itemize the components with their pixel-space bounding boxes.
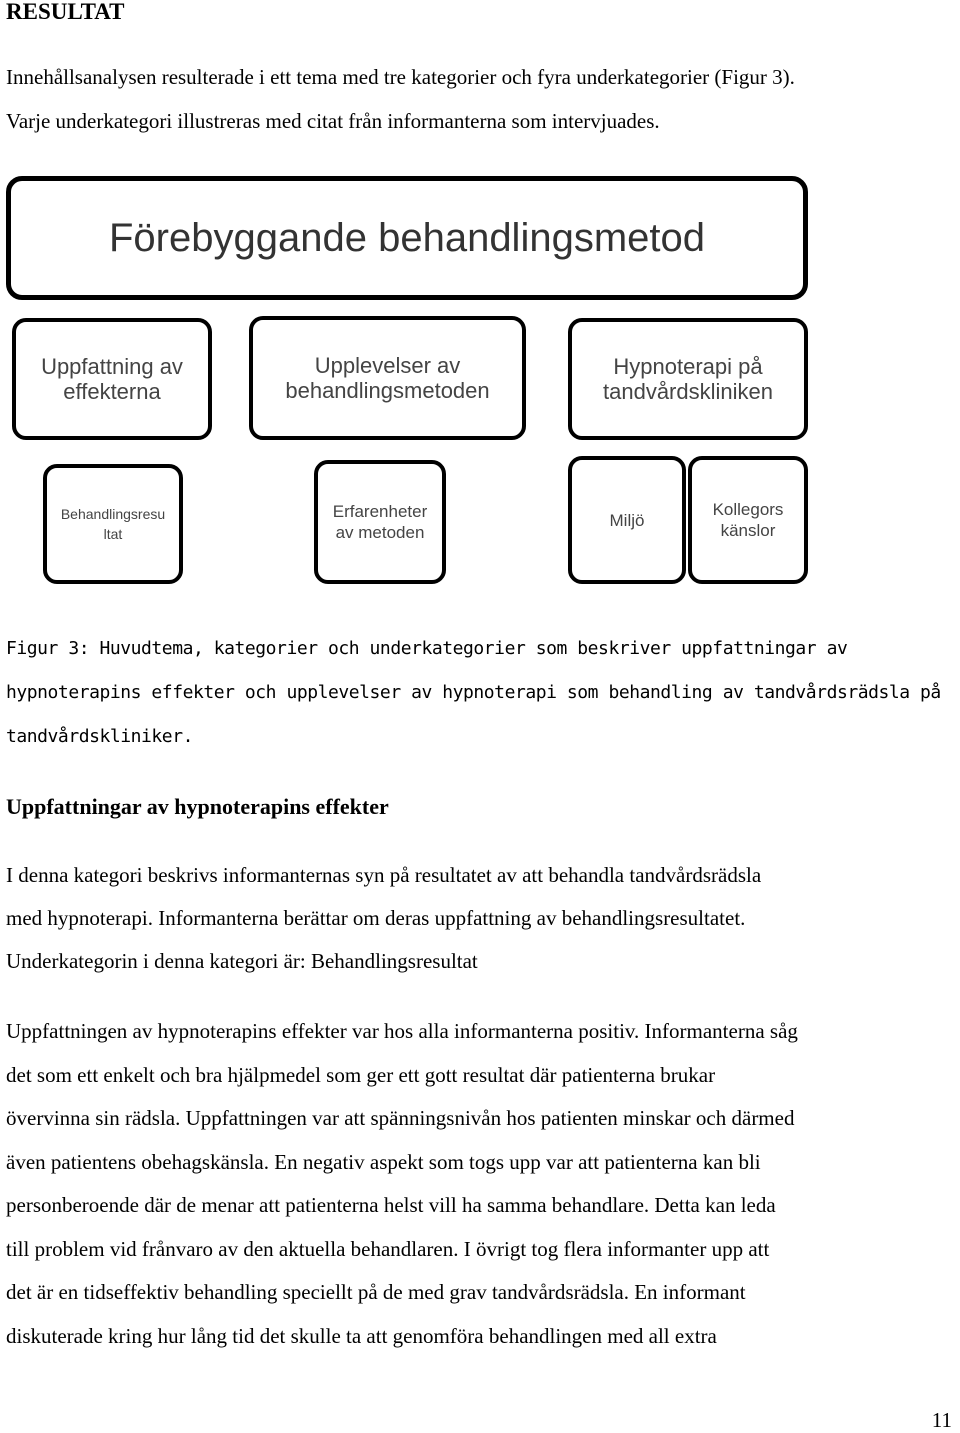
paragraph-category-description xyxy=(6,864,960,978)
text-line: Varje underkategori illustreras med citat från informanterna som intervjuades. xyxy=(6,109,660,133)
text-line: I denna kategori beskrivs informanternas syn på resultatet av att behandla tandvårdsrädsla xyxy=(6,863,762,887)
subsection-heading: Uppfattningar av hypnoterapins effekter xyxy=(6,794,389,819)
text-line: det är en tidseffektiv behandling speciellt på de med grav tandvårdsrädsla. En informant xyxy=(6,1280,746,1304)
text-line: Innehållsanalysen resulterade i ett tema med tre kategorier och fyra underkategorier (Figur 3). xyxy=(6,65,795,89)
caption-line: Figur 3: Huvudtema, kategorier och underkategorier som beskriver uppfattningar av xyxy=(6,638,848,659)
paragraph-results xyxy=(6,1020,960,1360)
category-box-experiences: Upplevelser av behandlingsmetoden xyxy=(249,316,526,440)
subcategory-box-experience: Erfarenheter av metoden xyxy=(314,460,446,584)
text-line: Uppfattningen av hypnoterapins effekter var hos alla informanterna positiv. Informanterna såg xyxy=(6,1019,798,1043)
category-box-clinic: Hypnoterapi på tandvårdskliniken xyxy=(568,318,808,440)
page-number: 11 xyxy=(931,1408,952,1432)
caption-line: tandvårdskliniker. xyxy=(6,726,193,747)
subcategory-box-colleagues: Kollegors känslor xyxy=(688,456,808,584)
subcategory-box-environment: Miljö xyxy=(568,456,686,584)
intro-paragraph xyxy=(6,66,960,136)
text-line: personberoende där de menar att patienterna helst vill ha samma behandlare. Detta kan leda xyxy=(6,1193,776,1217)
text-line: diskuterade kring hur lång tid det skulle ta att genomföra behandlingen med all extra xyxy=(6,1324,717,1348)
caption-line: hypnoterapins effekter och upplevelser av hypnoterapi som behandling av tandvårdsrädsla på xyxy=(6,682,941,703)
section-heading: RESULTAT xyxy=(6,0,125,24)
subcategory-box-results: Behandlingsresu ltat xyxy=(43,464,183,584)
text-line: Underkategorin i denna kategori är: Behandlingsresultat xyxy=(6,949,478,973)
text-line: även patientens obehagskänsla. En negativ aspekt som togs upp var att patienterna kan bli xyxy=(6,1150,761,1174)
text-line: övervinna sin rädsla. Uppfattningen var att spänningsnivån hos patienten minskar och därmed xyxy=(6,1106,795,1130)
text-line: till problem vid frånvaro av den aktuella behandlaren. I övrigt tog flera informanter upp att xyxy=(6,1237,770,1261)
category-box-effects: Uppfattning av effekterna xyxy=(12,318,212,440)
text-line: det som ett enkelt och bra hjälpmedel som ger ett gott resultat där patienterna brukar xyxy=(6,1063,716,1087)
text-line: med hypnoterapi. Informanterna berättar om deras uppfattning av behandlingsresultatet. xyxy=(6,906,746,930)
theme-box: Förebyggande behandlingsmetod xyxy=(6,176,808,300)
figure-caption xyxy=(6,638,960,748)
figure-3-diagram xyxy=(0,170,960,590)
